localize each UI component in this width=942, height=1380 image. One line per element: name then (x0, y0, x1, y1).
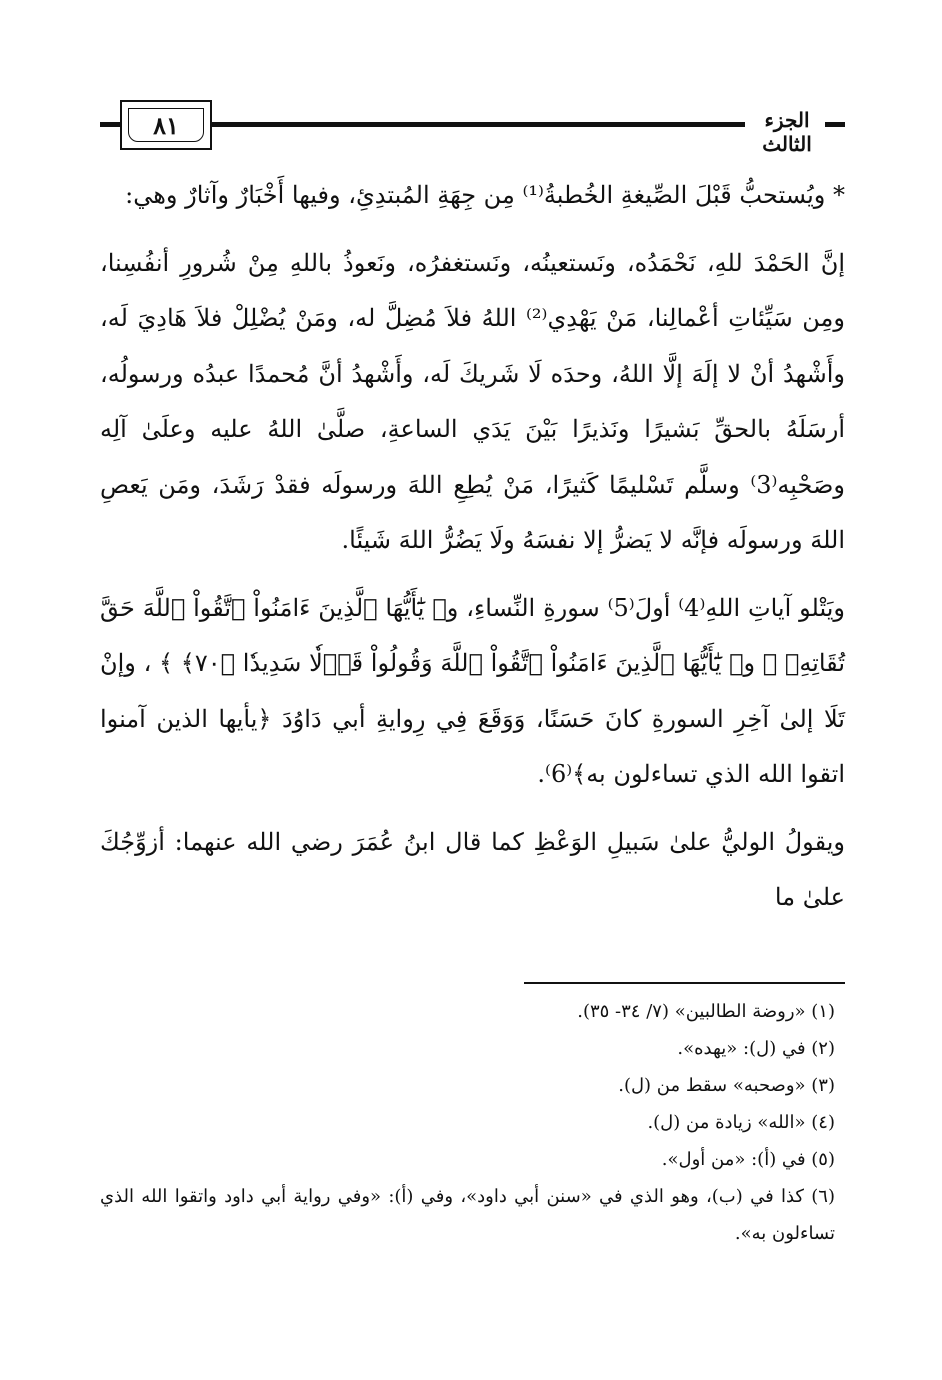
header-rule-right (825, 122, 845, 127)
paragraph-verses: ويَتْلو آياتِ اللهِ⁽4⁾ أولَ⁽5⁾ سورةِ النِّساءِ، و﴿ يَٰٓأَيُّهَا ٱلَّذِينَ ءَامَنُواْ ٱتَّقُواْ ٱللَّهَ حَقَّ تُقَاتِهِۦ ﴾ و﴿ يَٰٓأَيُّهَا ٱلَّذِينَ ءَامَنُواْ ٱتَّقُواْ ٱللَّهَ وَقُولُواْ قَوۡلٗا سَدِيدٗا ﴿٧٠﴾ ﴾ ، وإنْ تَلَا إلىٰ آخِرِ السورةِ كانَ حَسَنًا، وَوَقَعَ فِي رِوايةِ أبي دَاوُدَ ﴿يأيها الذين آمنوا اتقوا الله الذي تساءلون به﴾⁽6⁾. (100, 593, 845, 788)
footnote-1: (١) «روضة الطالبين» (٧/ ٣٤- ٣٥). (577, 1001, 835, 1022)
footnote-3: (٣) «وصحبه» سقط من (ل). (618, 1075, 835, 1096)
running-head: الجزء الثالث (748, 108, 826, 156)
footnote-4: (٤) «الله» زيادة من (ل). (647, 1112, 835, 1133)
paragraph-wali: ويقولُ الوليُّ علىٰ سَبيلِ الوَعْظِ كما قال ابنُ عُمَرَ رضي الله عنهما: أزوِّجُكَ علىٰ ما (100, 827, 845, 911)
header-rule-left (100, 122, 120, 127)
paragraph-khutbah: إنَّ الحَمْدَ للهِ، نَحْمَدُه، ونَستعينُه، ونَستغفرُه، ونَعوذُ باللهِ مِنْ شُرورِ أنفُسِنا، ومِن سَيِّئاتِ أعْمالِنا، مَنْ يَهْدِي⁽²⁾ اللهُ فلاَ مُضِلَّ له، ومَنْ يُضْلِلْ فلاَ هَادِيَ لَه، وأَشْهدُ أنْ لا إلَهَ إلَّا اللهُ، وحدَه لَا شَريكَ لَه، وأَشْهدُ أنَّ مُحمدًا عبدُه ورسولُه، أرسَلَهُ بالحقِّ بَشيرًا ونَذيرًا بَيْنَ يَدَي الساعةِ، صلَّىٰ اللهُ عليه وعلَىٰ آلِه وصَحْبِه⁽3⁾ وسلَّم تَسْليمًا كَثيرًا، مَنْ يُطِعِ اللهَ ورسولَه فقدْ رَشَدَ، ومَن يَعصِ اللهَ ورسولَه فإنَّه لا يَضرُّ إلا نفسَهُ ولَا يَضُرُّ اللهَ شَيئًا. (100, 248, 846, 554)
page-number-box (120, 100, 212, 150)
footnote-5: (٥) في (أ): «من أول». (661, 1149, 835, 1170)
footnotes (100, 993, 835, 1252)
header-rule (212, 122, 745, 127)
paragraph-intro: * ويُستحبُّ قَبْلَ الصِّيغةِ الخُطبةُ⁽¹⁾ مِن جِهَةِ المُبتدِئِ، وفيها أَخْبَارٌ وآثارٌ وهي: (125, 181, 845, 209)
page-number: ٨١ (128, 108, 204, 142)
main-text (100, 168, 845, 926)
footnote-6: (٦) كذا في (ب)، وهو الذي في «سنن أبي داود»، وفي (أ): «وفي رواية أبي داود واتقوا الله الذي تساءلون به». (100, 1186, 835, 1244)
page-header (100, 98, 845, 158)
footnote-separator (524, 982, 845, 984)
footnote-2: (٢) في (ل): «يهده». (677, 1038, 835, 1059)
